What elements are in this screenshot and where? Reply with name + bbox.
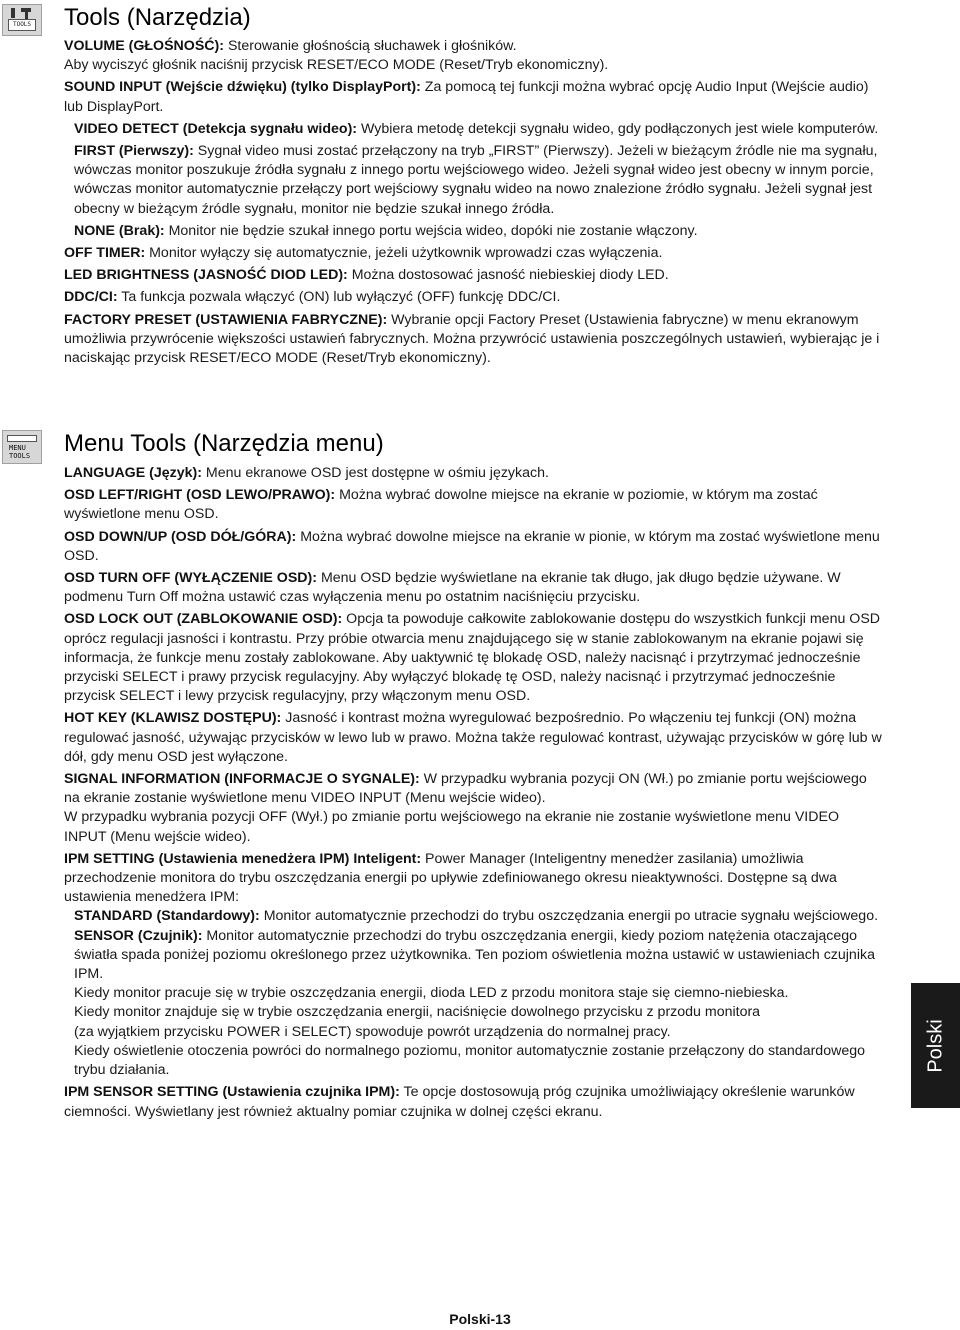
osd-left-right-text: Można wybrać dowolne miejsce na ekranie w poziomie, w którym ma zostać wyświetlone menu OSD. (64, 487, 818, 523)
ddc-paragraph (64, 288, 884, 307)
off-term: OFF TIMER: (64, 245, 146, 262)
video-paragraph (64, 120, 884, 139)
ddc-term: DDC/CI: (64, 289, 118, 306)
signal-information-term: SIGNAL INFORMATION (INFORMACJE O SYGNALE): (64, 771, 420, 788)
osd-lock-out-paragraph (64, 610, 884, 706)
language-side-tab-label: Polski (924, 1018, 946, 1073)
none-term: NONE (Brak): (74, 222, 165, 239)
language-term: LANGUAGE (Język): (64, 465, 202, 481)
first-paragraph (64, 142, 884, 219)
tools-section (64, 37, 884, 371)
tools-icon-label: TOOLS (8, 19, 36, 31)
osd-lock-out-term: OSD LOCK OUT (ZABLOKOWANIE OSD): (64, 611, 343, 628)
video-text: Wybiera metodę detekcji sygnału wideo, gdy podłączonych jest wiele komputerów. (357, 120, 879, 137)
menu-icon-label-1: MENU (9, 444, 26, 452)
ipm-setting-paragraph (64, 850, 884, 1080)
factory-paragraph (64, 311, 884, 369)
osd-turn-off-paragraph (64, 569, 884, 607)
sensor-text-2: Kiedy monitor pracuje się w trybie oszczędzania energii, dioda LED z przodu monitora staje się ciemno-niebieska. (74, 985, 789, 1002)
sensor-text: Monitor automatycznie przechodzi do trybu oszczędzania energii, kiedy poziom natężenia otaczającego światła spada poniżej poziomu określonego przez użytkownika. Ten poziom oświetlenia można ustawić w ustawieniach czujnika IPM. (74, 927, 875, 983)
tools-icon (2, 4, 42, 36)
volume-text: Sterowanie głośnością słuchawek i głośników. (224, 38, 517, 54)
sensor-line (64, 927, 884, 1081)
led-term: LED BRIGHTNESS (JASNOŚĆ DIOD LED): (64, 267, 348, 284)
volume-term: VOLUME (GŁOŚNOŚĆ): (64, 38, 224, 54)
standard-line (64, 907, 884, 926)
video-term: VIDEO DETECT (Detekcja sygnału wideo): (74, 120, 358, 137)
first-term: FIRST (Pierwszy): (74, 143, 194, 160)
volume-text-2: Aby wyciszyć głośnik naciśnij przycisk RESET/ECO MODE (Reset/Tryb ekonomiczny). (64, 57, 609, 74)
menu-icon-bar (7, 435, 37, 442)
first-text: Sygnał video musi zostać przełączony na tryb „FIRST” (Pierwszy). Jeżeli w bieżącym źródle nie ma sygnału, wówczas monitor poszukuje źródła sygnału z innego portu wejściowego wideo. Jeżeli sygnał wideo jest obecny w innym porcie, wówczas monitor automatycznie przełączy port wejściowy sygnału wideo na nowo znalezione źródło sygnału. Jeżeli sygnał jest obecny w bieżącym źródle sygnału, monitor nie będzie szukał innego źródła. (74, 143, 878, 217)
menu-tools-section (64, 464, 884, 1125)
osd-left-right-paragraph (64, 486, 884, 524)
signal-information-paragraph (64, 770, 884, 847)
ddc-text: Ta funkcja pozwala włączyć (ON) lub wyłączyć (OFF) funkcję DDC/CI. (117, 289, 561, 306)
off-paragraph (64, 244, 884, 263)
ipm-sensor-setting-term: IPM SENSOR SETTING (Ustawienia czujnika IPM): (64, 1084, 400, 1101)
hot-key-term: HOT KEY (KLAWISZ DOSTĘPU): (64, 710, 282, 727)
ipm-setting-term: IPM SETTING (Ustawienia menedżera IPM) Inteligent: (64, 850, 422, 867)
sound-text: Za pomocą tej funkcji można wybrać opcję Audio Input (Wejście audio) lub DisplayPort. (64, 79, 869, 115)
volume-paragraph (64, 37, 884, 75)
osd-turn-off-term: OSD TURN OFF (WYŁĄCZENIE OSD): (64, 570, 317, 587)
factory-term: FACTORY PRESET (USTAWIENIA FABRYCZNE): (64, 311, 388, 328)
ipm-sensor-setting-paragraph (64, 1083, 884, 1121)
menu-icon-label (9, 444, 30, 460)
page-number: Polski-13 (449, 1311, 511, 1327)
hot-key-paragraph (64, 709, 884, 767)
signal-information-text-2: W przypadku wybrania pozycji OFF (Wył.) po zmianie portu wejściowego na ekranie nie zostanie wyświetlone menu VIDEO INPUT (Menu wejście wideo). (64, 809, 839, 845)
osd-down-up-paragraph (64, 528, 884, 566)
language-side-tab (911, 983, 960, 1108)
menu-tools-icon (2, 430, 42, 464)
ipm-sensor-setting-text: Te opcje dostosowują próg czujnika umożliwiający określenie warunków ciemności. Wyświetlany jest również aktualny pomiar czujnika w dolnej części ekranu. (64, 1084, 855, 1120)
off-text: Monitor wyłączy się automatycznie, jeżeli użytkownik wprowadzi czas wyłączenia. (145, 245, 663, 262)
none-paragraph (64, 222, 884, 241)
sound-term: SOUND INPUT (Wejście dźwięku) (tylko DisplayPort): (64, 79, 421, 96)
osd-left-right-term: OSD LEFT/RIGHT (OSD LEWO/PRAWO): (64, 487, 336, 504)
language-text: Menu ekranowe OSD jest dostępne w ośmiu językach. (201, 465, 549, 481)
section-title-menu-tools: Menu Tools (Narzędzia menu) (64, 430, 384, 457)
led-paragraph (64, 266, 884, 285)
signal-information-text: W przypadku wybrania pozycji ON (Wł.) po zmianie portu wejściowego na ekranie zostanie wyświetlone menu VIDEO INPUT (Menu wejście wideo). (64, 771, 867, 807)
sensor-text-3: Kiedy monitor znajduje się w trybie oszczędzania energii, naciśnięcie dowolnego przycisku z przodu monitora (74, 1004, 761, 1021)
hot-key-text: Jasność i kontrast można wyregulować bezpośrednio. Po włączeniu tej funkcji (ON) można regulować jasność, używając przycisków w lewo lub w prawo. Można także regulować kontrast, używając przycisków w górę lub w dół, gdy menu OSD jest wyłączone. (64, 710, 882, 765)
osd-turn-off-text: Menu OSD będzie wyświetlane na ekranie tak długo, jak długo będzie używane. W podmenu Turn Off można ustawić czas wyłączenia menu po ostatnim naciśnięciu przycisku. (64, 570, 841, 606)
sensor-term: SENSOR (Czujnik): (74, 927, 203, 944)
sensor-text-4: (za wyjątkiem przycisku POWER i SELECT) spowoduje powrót urządzenia do normalnej pracy. (74, 1023, 671, 1040)
osd-down-up-term: OSD DOWN/UP (OSD DÓŁ/GÓRA): (64, 528, 297, 545)
osd-down-up-text: Można wybrać dowolne miejsce na ekranie w pionie, w którym ma zostać wyświetlone menu OSD. (64, 528, 880, 564)
standard-text: Monitor automatycznie przechodzi do trybu oszczędzania energii po utracie sygnału wejściowego. (259, 908, 879, 925)
hammer-handle (25, 11, 28, 19)
sensor-text-5: Kiedy oświetlenie otoczenia powróci do normalnego poziomu, monitor automatycznie zostanie przełączony do standardowego trybu działania. (74, 1042, 866, 1079)
ipm-setting-text: Power Manager (Inteligentny menedżer zasilania) umożliwia przechodzenie monitora do trybu oszczędzania energii po upływie zdefiniowanego okresu nieaktywności. Dostępne są dwa ustawienia menedżera IPM: (64, 850, 837, 906)
standard-term: STANDARD (Standardowy): (74, 908, 260, 925)
factory-text: Wybranie opcji Factory Preset (Ustawienia fabryczne) w menu ekranowym umożliwia przywrócenie większości ustawień fabrycznych. Można przywrócić ustawienia poszczególnych ustawień, wybierając je i naciskając przycisk RESET/ECO MODE (Reset/Tryb ekonomiczny). (64, 311, 880, 367)
section-title-tools: Tools (Narzędzia) (64, 4, 251, 31)
menu-icon-label-2: TOOLS (9, 452, 31, 460)
language-paragraph (64, 464, 884, 483)
led-text: Można dostosować jasność niebieskiej diody LED. (347, 267, 669, 284)
none-text: Monitor nie będzie szukał innego portu wejścia wideo, dopóki nie zostanie włączony. (164, 222, 698, 239)
osd-lock-out-text: Opcja ta powoduje całkowite zablokowanie dostępu do wszystkich funkcji menu OSD oprócz regulacji jasności i kontrastu. Przy próbie otwarcia menu znajdującego się w stanie zablokowanym na ekranie pojawi się informacja, że funkcje menu zostały zablokowane. Aby uaktywnić tę blokadę OSD, należy nacisnąć i przytrzymać jednocześnie przyciski SELECT i prawy przycisk regulacyjny. Aby wyłączyć blokadę tę OSD, należy nacisnąć i przytrzymać jednocześnie przycisk SELECT i lewy przycisk regulacyjny, przy włączonym menu OSD. (64, 611, 881, 705)
wrench-icon (11, 8, 15, 18)
sound-paragraph (64, 78, 884, 116)
